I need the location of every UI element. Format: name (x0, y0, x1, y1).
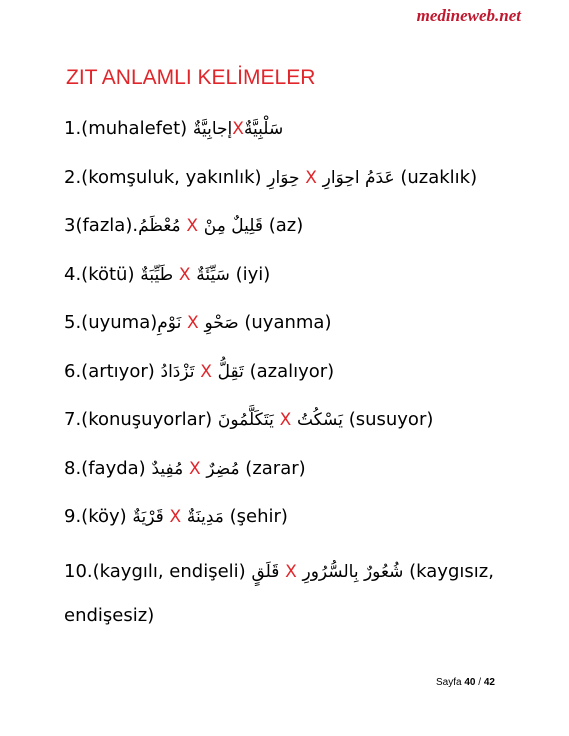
arabic-word-right: مَدِينَةٌ (186, 507, 224, 527)
item-meaning: 8.(fayda) (64, 457, 146, 479)
site-watermark: medineweb.net (416, 6, 521, 25)
antonym-mark: X (187, 313, 199, 333)
page-number (436, 677, 495, 688)
item-meaning: 5.(uyuma) (64, 312, 158, 333)
arabic-word-left: إجابِيَّةٌ (192, 119, 233, 139)
list-item (64, 356, 524, 405)
arabic-word-right: عَدَمُ احِوَارِ (322, 167, 395, 188)
item-meaning: 6.(artıyor) (64, 360, 155, 382)
item-meaning: 2.(komşuluk, yakınlık) (64, 166, 262, 188)
item-meaning-opposite: (şehir) (229, 506, 288, 527)
arabic-word-left: قَلَقٍ (251, 561, 280, 582)
item-meaning: 10.(kaygılı, endişeli) (64, 560, 246, 582)
list-item (64, 404, 524, 453)
page-title: ZIT ANLAMLI KELİMELER (66, 66, 316, 89)
list-item (64, 113, 524, 162)
item-meaning-opposite: (kaygısız, endişesiz) (64, 560, 494, 626)
arabic-word-right: قَلِيلٌ مِنْ (203, 216, 263, 236)
page-total: 42 (483, 677, 495, 688)
antonym-mark: X (285, 561, 297, 582)
item-meaning: 4.(kötü) (64, 263, 135, 285)
arabic-word-left: مُفِيدٌ (151, 458, 184, 479)
antonym-mark: X (279, 410, 292, 430)
list-item (64, 259, 524, 308)
list-item (64, 550, 524, 638)
item-meaning: 9.(köy) (64, 506, 127, 527)
page-label: Sayfa (436, 677, 462, 688)
antonym-mark: X (186, 216, 199, 236)
arabic-word-left: طَيِّبَةٌ (140, 264, 174, 285)
page-separator: / (478, 677, 482, 688)
arabic-word-left: قَرْيَةٌ (132, 507, 164, 527)
list-item (64, 453, 524, 502)
item-meaning: 3(fazla). (64, 215, 139, 236)
arabic-word-left: مُعْظَمُ (138, 216, 181, 236)
arabic-word-right: سَيِّئَةٌ (196, 264, 230, 285)
antonym-mark: X (232, 119, 244, 139)
arabic-word-right: شُعُورٌ بِالسُّرُورِ (302, 561, 404, 582)
antonym-mark: X (200, 361, 212, 382)
arabic-word-right: تَقِلُّ (217, 361, 244, 382)
item-meaning: 1.(muhalefet) (64, 118, 188, 139)
arabic-word-left: يَتَكَلَّمُونَ (217, 410, 274, 430)
item-meaning: 7.(konuşuyorlar) (64, 409, 213, 430)
arabic-word-left: حِوَارِ (267, 167, 300, 188)
arabic-word-right: سَلْبِيَّةٌ (243, 119, 284, 139)
item-meaning-opposite: (uyanma) (244, 312, 332, 333)
arabic-word-right: مُضِرٌ (206, 458, 240, 479)
item-meaning-opposite: (azalıyor) (249, 360, 335, 382)
list-item (64, 210, 524, 259)
page-current: 40 (464, 677, 476, 688)
item-meaning-opposite: (uzaklık) (400, 166, 478, 188)
item-meaning-opposite: (susuyor) (348, 409, 434, 430)
arabic-word-left: نَوْمِ (157, 313, 182, 333)
item-meaning-opposite: (iyi) (235, 263, 271, 285)
list-item (64, 307, 524, 356)
item-meaning-opposite: (zarar) (245, 457, 306, 479)
list-item (64, 501, 524, 550)
antonym-mark: X (169, 507, 182, 527)
word-list (64, 113, 524, 638)
arabic-word-right: يَسْكُتُ (296, 410, 343, 430)
item-meaning-opposite: (az) (268, 215, 304, 236)
arabic-word-right: صَحْوِ (204, 313, 239, 333)
arabic-word-left: تَزْدَادُ (160, 361, 195, 382)
antonym-mark: X (305, 167, 317, 188)
antonym-mark: X (188, 458, 201, 479)
antonym-mark: X (178, 264, 191, 285)
list-item (64, 162, 524, 211)
